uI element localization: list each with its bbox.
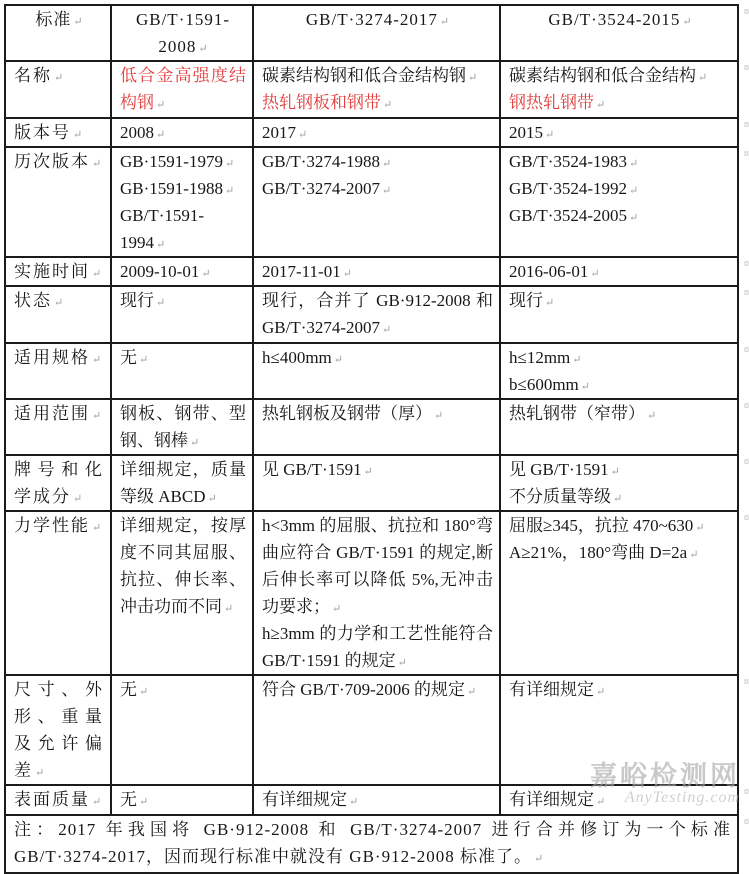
row-label-status: 状态 ↵ [5, 286, 111, 343]
paragraph-mark-icon: ↵ [580, 381, 590, 393]
end-of-row-mark: ¤ [744, 401, 749, 412]
cell-version-col2: 2017 ↵ [253, 118, 500, 147]
standards-comparison-table [4, 4, 749, 874]
paragraph-mark-icon: ↵ [156, 239, 166, 251]
cell-name-col3 [500, 61, 749, 118]
cell-mechanical-col2: h<3mm 的屈服、抗拉和 180°弯曲应符合 GB/T·1591 的规定,断后伸长率可以降低 5%,无冲击功要求； ↵ h≥3mm 的力学和工艺性能符合 GB/T·1591 的规定 ↵ [253, 511, 500, 675]
paragraph-mark-icon: ↵ [610, 466, 620, 478]
watermark-site-name: 嘉峪检测网 [590, 761, 740, 791]
paragraph-mark-icon: ↵ [224, 185, 235, 197]
table-row [5, 118, 738, 147]
cell-mechanical-col1: 详细规定，按厚度不同其屈服、抗拉、伸长率、冲击功而不同 ↵ [111, 511, 253, 675]
end-of-row-mark: ¤ [744, 457, 749, 468]
cell-name-col2 [253, 61, 500, 118]
paragraph-mark-icon: ↵ [382, 324, 392, 336]
end-of-row-mark: ¤ [744, 677, 749, 688]
paragraph-mark-icon: ↵ [54, 72, 64, 84]
paragraph-mark-icon: ↵ [468, 72, 478, 84]
paragraph-mark-icon: ↵ [139, 354, 149, 366]
row-label-dimension: 尺寸、外形、重量及允许偏差 ↵ [5, 675, 111, 785]
paragraph-mark-icon: ↵ [647, 410, 657, 422]
cell-spec-col2: h≤400mm ↵ [253, 343, 500, 399]
table-row [5, 5, 738, 61]
cell-dimension-col1: 无 ↵ [111, 675, 253, 785]
paragraph-mark-icon: ↵ [342, 268, 352, 280]
cell-history-col1: GB·1591-1979 ↵ GB·1591-1988 ↵ GB/T·1591-1994 ↵ [111, 147, 253, 257]
paragraph-mark-icon: ↵ [596, 796, 606, 808]
paragraph-mark-icon: ↵ [73, 16, 83, 28]
paragraph-mark-icon: ↵ [363, 466, 373, 478]
cell-scope-col1: 钢板、钢带、型钢、钢棒 ↵ [111, 399, 253, 455]
paragraph-mark-icon: ↵ [439, 16, 450, 28]
paragraph-mark-icon: ↵ [629, 185, 639, 197]
paragraph-mark-icon: ↵ [156, 129, 166, 141]
end-of-row-mark: ¤ [744, 345, 749, 356]
paragraph-mark-icon: ↵ [382, 158, 392, 170]
paragraph-mark-icon: ↵ [190, 437, 200, 449]
cell-history-col2: GB/T·3274-1988 ↵ GB/T·3274-2007 ↵ [253, 147, 500, 257]
name-col1-red-text: 低合金高强度结构钢 ↵ [120, 66, 246, 112]
end-of-row-mark: ¤ [744, 63, 749, 74]
table-row [5, 785, 738, 815]
cell-dimension-col2: 符合 GB/T·709-2006 的规定 ↵ [253, 675, 500, 785]
paragraph-mark-icon: ↵ [533, 853, 544, 865]
table-row [5, 815, 738, 873]
cell-status-col3: ¤ 现行 ↵ [500, 286, 738, 343]
end-of-row-mark: ¤ [744, 7, 749, 18]
cell-impl-date-col1: 2009-10-01 ↵ [111, 257, 253, 286]
end-of-row-mark: ¤ [744, 120, 749, 131]
paragraph-mark-icon: ↵ [572, 354, 582, 366]
paragraph-mark-icon: ↵ [73, 493, 83, 505]
paragraph-mark-icon: ↵ [689, 549, 699, 561]
table-row [5, 399, 738, 455]
row-label-surface: 表面质量 ↵ [5, 785, 111, 815]
row-label-version: 版本号 ↵ [5, 118, 111, 147]
cell-grade-chem-col3: ¤ 见 GB/T·1591 ↵ 不分质量等级 ↵ [500, 455, 738, 511]
paragraph-mark-icon: ↵ [613, 493, 623, 505]
cell-scope-col2: 热轧钢板及钢带（厚） ↵ [253, 399, 500, 455]
table-row [5, 286, 738, 343]
paragraph-mark-icon: ↵ [92, 796, 102, 808]
cell-grade-chem-col2: 见 GB/T·1591 ↵ [253, 455, 500, 511]
paragraph-mark-icon: ↵ [73, 129, 83, 141]
cell-impl-date-col2: 2017-11-01 ↵ [253, 257, 500, 286]
end-of-row-mark: ¤ [744, 817, 749, 828]
paragraph-mark-icon: ↵ [92, 268, 102, 280]
end-of-row-mark: ¤ [744, 787, 749, 798]
paragraph-mark-icon: ↵ [596, 99, 606, 111]
table-row [5, 61, 738, 118]
cell-history-col3: ¤ GB/T·3524-1983 ↵ GB/T·3524-1992 ↵ GB/T·3524-2005 ↵ [500, 147, 738, 257]
table-row [5, 511, 738, 675]
paragraph-mark-icon: ↵ [698, 72, 708, 84]
paragraph-mark-icon: ↵ [201, 268, 211, 280]
paragraph-mark-icon: ↵ [35, 767, 45, 779]
cell-spec-col3: ¤ h≤12mm ↵ b≤600mm ↵ [500, 343, 738, 399]
end-of-row-mark: ¤ [744, 149, 749, 160]
row-label-mechanical: 力学性能 ↵ [5, 511, 111, 675]
paragraph-mark-icon: ↵ [397, 657, 407, 669]
cell-status-col1: 现行 ↵ [111, 286, 253, 343]
header-gbt-3274-2017: GB/T·3274-2017 ↵ [253, 5, 500, 61]
paragraph-mark-icon: ↵ [224, 603, 234, 615]
header-gbt-1591-2008: GB/T·1591-2008 ↵ [111, 5, 253, 61]
cell-version-col1: 2008 ↵ [111, 118, 253, 147]
paragraph-mark-icon: ↵ [629, 212, 639, 224]
cell-scope-col3: ¤ 热轧钢带（窄带） ↵ [500, 399, 738, 455]
paragraph-mark-icon: ↵ [545, 297, 555, 309]
paragraph-mark-icon: ↵ [382, 185, 392, 197]
table-row [5, 455, 738, 511]
paragraph-mark-icon: ↵ [333, 354, 343, 366]
table-row [5, 675, 738, 785]
cell-status-col2: 现行，合并了 GB·912-2008 和 GB/T·3274-2007 ↵ [253, 286, 500, 343]
row-label-history: 历次版本 ↵ [5, 147, 111, 257]
row-label-scope: 适用范围 ↵ [5, 399, 111, 455]
paragraph-mark-icon: ↵ [332, 603, 342, 615]
row-label-grade-chem: 牌号和化学成分 ↵ [5, 455, 111, 511]
paragraph-mark-icon: ↵ [298, 129, 308, 141]
name-col3-black-text: 碳素结构钢和低合金结构 ↵ [509, 66, 708, 85]
paragraph-mark-icon: ↵ [92, 158, 102, 170]
paragraph-mark-icon: ↵ [629, 158, 639, 170]
paragraph-mark-icon: ↵ [695, 522, 705, 534]
end-of-row-mark: ¤ [744, 513, 749, 524]
cell-version-col3: ¤ 2015 ↵ [500, 118, 738, 147]
table-row [5, 343, 738, 399]
paragraph-mark-icon: ↵ [383, 99, 393, 111]
paragraph-mark-icon: ↵ [198, 43, 208, 55]
paragraph-mark-icon: ↵ [92, 522, 102, 534]
cell-surface-col3: ¤ 有详细规定 ↵ [500, 785, 738, 815]
end-of-row-mark: ¤ [744, 259, 749, 270]
paragraph-mark-icon: ↵ [545, 129, 555, 141]
table-row [5, 147, 738, 257]
paragraph-mark-icon: ↵ [207, 493, 217, 505]
paragraph-mark-icon: ↵ [434, 410, 444, 422]
name-col2-black-text: 碳素结构钢和低合金结构钢 ↵ [262, 66, 478, 85]
cell-impl-date-col3: ¤ 2016-06-01 ↵ [500, 257, 738, 286]
paragraph-mark-icon: ↵ [156, 297, 166, 309]
table-row [5, 257, 738, 286]
paragraph-mark-icon: ↵ [590, 268, 600, 280]
cell-name-col1 [111, 61, 253, 118]
row-label-spec: 适用规格 ↵ [5, 343, 111, 399]
name-col2-red-text: 热轧钢板和钢带 ↵ [262, 93, 393, 112]
paragraph-mark-icon: ↵ [467, 686, 477, 698]
cell-grade-chem-col1: 详细规定，质量等级 ABCD ↵ [111, 455, 253, 511]
paragraph-mark-icon: ↵ [139, 796, 149, 808]
end-of-row-mark: ¤ [744, 288, 749, 299]
header-gbt-3524-2015: ¤ GB/T·3524-2015 ↵ [500, 5, 738, 61]
name-col3-red-text: 钢热轧钢带 ↵ [509, 93, 606, 112]
paragraph-mark-icon: ↵ [156, 99, 166, 111]
paragraph-mark-icon: ↵ [92, 410, 102, 422]
footnote-cell: ¤ 注：2017 年我国将 GB·912-2008 和 GB/T·3274-2007 进行合并修订为一个标准 GB/T·3274-2017，因而现行标准中就没有 GB·912-2008 标准了。 ↵ [5, 815, 738, 873]
paragraph-mark-icon: ↵ [54, 297, 64, 309]
cell-dimension-col3: ¤ 有详细规定 ↵ [500, 675, 738, 785]
paragraph-mark-icon: ↵ [349, 796, 359, 808]
paragraph-mark-icon: ↵ [224, 158, 235, 170]
cell-spec-col1: 无 ↵ [111, 343, 253, 399]
watermark-site-url: AnyTesting.com [624, 789, 740, 806]
row-label-impl-date: 实施时间 ↵ [5, 257, 111, 286]
cell-mechanical-col3: ¤ 屈服≥345，抗拉 470~630 ↵ A≥21%，180°弯曲 D=2a ↵ [500, 511, 738, 675]
paragraph-mark-icon: ↵ [92, 354, 102, 366]
paragraph-mark-icon: ↵ [139, 686, 149, 698]
paragraph-mark-icon: ↵ [596, 686, 606, 698]
paragraph-mark-icon: ↵ [682, 16, 692, 28]
cell-surface-col1: 无 ↵ [111, 785, 253, 815]
row-label-name: 名称 ↵ [5, 61, 111, 118]
header-standard: 标准 ↵ [5, 5, 111, 61]
cell-surface-col2: 有详细规定 ↵ [253, 785, 500, 815]
